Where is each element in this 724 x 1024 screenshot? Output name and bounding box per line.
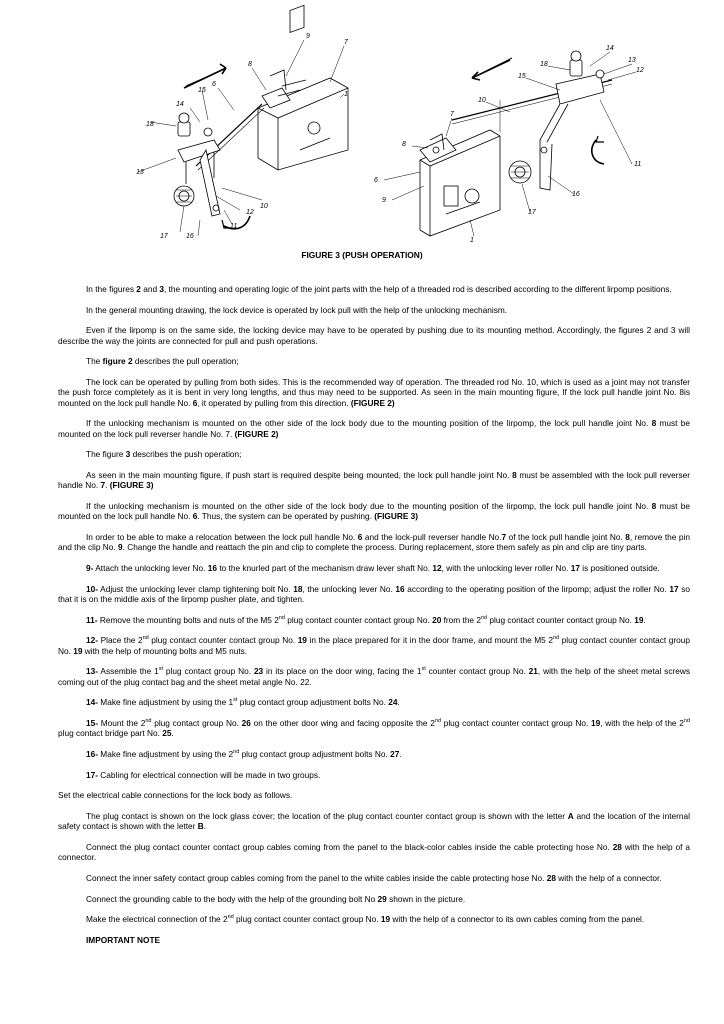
text-run: 17	[570, 562, 580, 573]
text-run: 23	[253, 666, 264, 677]
paragraph-s16	[58, 749, 690, 759]
paragraph-p9	[58, 501, 690, 522]
paragraph-p15	[58, 894, 690, 904]
text-run: 8	[625, 531, 630, 542]
text-run: nd	[233, 749, 240, 756]
text-run: (FIGURE 2)	[350, 397, 395, 408]
text-run: 19	[591, 717, 601, 728]
text-run: and	[140, 284, 160, 294]
paragraph-p10	[58, 532, 690, 553]
svg-text:10: 10	[478, 97, 486, 104]
paragraph-p5	[58, 377, 690, 408]
text-run: st	[421, 666, 426, 673]
text-run: nd	[227, 914, 234, 921]
text-run: must be mounted on the lock pull reverser handle No. 7.	[58, 418, 690, 439]
text-run: As seen in the main mounting figure, if push start is required despite being mounted, the lock pull handle joint No.	[86, 470, 513, 480]
text-run: describes the push operation;	[130, 449, 242, 460]
svg-text:12: 12	[636, 67, 644, 74]
text-run: with the help of a connector to its own cables coming from the panel.	[390, 914, 645, 925]
text-run: 3	[159, 284, 164, 294]
text-run: 13-	[86, 666, 98, 677]
text-run: 8	[512, 470, 517, 480]
svg-text:13: 13	[136, 169, 144, 176]
paragraph-p6	[58, 418, 690, 439]
text-run: 29	[377, 893, 387, 904]
text-run: 16-	[86, 748, 98, 759]
text-run: (FIGURE 2)	[234, 428, 279, 439]
text-run: 12	[432, 562, 442, 573]
paragraph-s13	[58, 666, 690, 687]
text-run: Attach the unlocking lever No.	[93, 562, 208, 573]
text-run: In the general mounting drawing, the lock device is operated by lock pull with the help of the unlocking mechanism.	[86, 304, 508, 315]
text-run: 15-	[86, 717, 98, 728]
text-run: 11-	[86, 614, 98, 625]
text-run: of the lock pull handle joint No.	[506, 531, 626, 542]
svg-text:18: 18	[540, 61, 548, 68]
svg-text:7: 7	[344, 39, 348, 46]
text-run: Make fine adjustment by using the 2	[98, 748, 234, 759]
text-run: must be mounted on the lock pull handle No.	[58, 500, 690, 522]
paragraph-s10	[58, 584, 690, 605]
svg-text:11: 11	[230, 223, 238, 230]
text-run: 17	[669, 583, 679, 594]
text-run: 10-	[86, 583, 98, 594]
paragraph-p2	[58, 305, 690, 315]
paragraph-p16	[58, 914, 690, 924]
text-run: 3	[670, 325, 676, 336]
text-run: shown in the picture.	[386, 893, 466, 904]
text-run: describes the pull operation;	[132, 356, 239, 367]
text-run: 14-	[86, 697, 98, 708]
text-run: .	[203, 821, 207, 832]
text-run: nd	[683, 718, 690, 725]
text-run: so that it is on the middle axis of the lirpomp pusher plate, and tighten.	[58, 583, 690, 604]
text-run: In the figures	[86, 284, 137, 294]
text-run: Connect the plug contact counter contact group cables coming from the panel to the black-color cables inside the cable protecting hose No.	[86, 842, 613, 852]
text-run: is positioned outside.	[579, 562, 660, 573]
text-run: plug contact counter contact group No.	[441, 717, 591, 728]
text-run: and the location of the internal safety contact is shown with the letter	[58, 811, 690, 832]
svg-text:1: 1	[470, 237, 474, 244]
text-run: st	[233, 697, 238, 704]
text-run: st	[158, 666, 164, 673]
text-run: in the place prepared for it in the door frame, and mount the M5 2	[306, 635, 553, 646]
text-run: with the help of a connector.	[58, 842, 690, 863]
text-run: .	[643, 614, 646, 625]
text-run: .	[171, 728, 174, 739]
text-run: 20	[432, 614, 442, 625]
text-run: , with the help of the 2	[600, 717, 684, 728]
text-run: (FIGURE 3)	[374, 511, 419, 522]
left-drawing	[138, 5, 348, 236]
paragraph-s12	[58, 635, 690, 656]
text-run: Set the electrical cable connections for the lock body as follows.	[58, 790, 293, 801]
text-run: nd	[434, 718, 441, 725]
figure-3-drawings	[0, 0, 724, 262]
text-run: B	[197, 821, 204, 832]
text-run: in its place on the door wing, facing the 1	[263, 666, 422, 677]
paragraph-p13	[58, 842, 690, 863]
text-run: plug contact group No.	[163, 666, 254, 677]
svg-text:11: 11	[634, 161, 642, 168]
svg-text:13: 13	[628, 57, 636, 64]
text-run: according to the operating position of the lirpomp; adjust the roller No.	[404, 583, 670, 594]
text-run: from the 2	[441, 614, 481, 625]
text-run: 2	[136, 284, 141, 294]
text-run: 7	[100, 480, 106, 491]
right-drawing	[384, 51, 636, 236]
text-run: .	[399, 748, 402, 759]
text-run: . Change the handle and reattach the pin and clip to complete the process. During replacement, store them safely as pin and clip are tiny parts.	[122, 542, 647, 553]
text-run: plug contact group adjustment bolts No.	[237, 697, 389, 708]
text-run: Connect the grounding cable to the body with the help of the grounding bolt No	[86, 893, 378, 904]
text-run: and	[651, 325, 671, 336]
figure-caption: FIGURE 3 (PUSH OPERATION)	[301, 250, 423, 260]
text-run: 2	[646, 325, 652, 336]
text-run: nd	[145, 718, 152, 725]
text-run: plug contact counter contact group No.	[284, 614, 433, 625]
svg-text:8: 8	[402, 141, 406, 148]
text-run: Remove the mounting bolts and nuts of the M5 2	[97, 614, 279, 625]
text-run: A	[567, 811, 574, 822]
text-run: 8	[651, 500, 657, 511]
text-run: plug contact group No.	[151, 717, 242, 728]
svg-text:15: 15	[198, 87, 206, 94]
paragraph-s9	[58, 563, 690, 573]
text-run: and the lock-pull reverser handle No.	[362, 531, 502, 542]
text-run: 25	[162, 728, 172, 739]
text-run: Make the electrical connection of the 2	[86, 914, 228, 925]
paragraph-p4	[58, 356, 690, 366]
text-run: 28	[546, 872, 556, 883]
text-run: 16	[395, 583, 405, 594]
svg-text:15: 15	[518, 73, 526, 80]
text-run: with the help of a connector.	[555, 872, 662, 883]
text-run: 28	[612, 842, 622, 852]
paragraph-p14	[58, 873, 690, 883]
text-run: 24	[388, 697, 398, 708]
text-run: , with the unlocking lever roller No.	[441, 562, 571, 573]
text-run: 27	[390, 748, 400, 759]
svg-text:9: 9	[382, 197, 386, 204]
svg-text:14: 14	[606, 45, 614, 52]
text-run: , the unlocking lever No.	[302, 583, 396, 594]
text-run: will describe the way the joints are connected for pull and push operations.	[58, 325, 690, 346]
text-run: 9	[117, 542, 123, 553]
paragraph-p7	[58, 449, 690, 459]
svg-text:17: 17	[160, 233, 168, 240]
text-run: plug contact counter contact group No.	[58, 635, 690, 656]
text-run: 3	[125, 449, 131, 460]
text-run: , the mounting and operating logic of the joint parts with the help of a threaded rod is described according to the different lirpomp positions.	[164, 284, 672, 294]
text-run: nd	[142, 635, 149, 642]
text-run: Mount the 2	[98, 717, 146, 728]
text-run: 8	[651, 418, 657, 429]
text-run: If the unlocking mechanism is mounted on the other side of the lock body due to the mounting position of the lirpomp, the lock pull handle joint No.	[86, 500, 652, 511]
text-run: Even if the lirpomp is on the same side, the locking device may have to be operated by pushing due to its mounting method. Accordingly, the figures	[86, 325, 647, 336]
text-run: (FIGURE 3)	[109, 480, 154, 491]
text-run: 21	[528, 666, 538, 677]
text-run: 16	[207, 562, 218, 573]
paragraph-p12	[58, 811, 690, 832]
svg-text:9: 9	[306, 33, 310, 40]
svg-text:18: 18	[146, 121, 154, 128]
paragraph-p3	[58, 325, 690, 346]
text-run: The	[86, 356, 103, 367]
svg-text:17: 17	[528, 209, 536, 216]
svg-text:6: 6	[374, 177, 378, 184]
text-run: must be assembled with the lock pull reverser handle No.	[58, 470, 690, 491]
text-run: , it operated by pulling from this direction.	[197, 397, 351, 408]
text-run: to the knurled part of the mechanism draw lever shaft No.	[217, 562, 433, 573]
text-run: 19	[634, 614, 644, 625]
text-run: 26	[241, 717, 251, 728]
text-run: If the unlocking mechanism is mounted on the other side of the lock body due to the mounting position of the lirpomp, the lock pull handle joint No.	[86, 418, 652, 429]
svg-text:16: 16	[186, 233, 194, 240]
text-run: 17-	[86, 769, 98, 780]
paragraph-p8	[58, 470, 690, 491]
svg-text:1: 1	[344, 91, 348, 98]
text-run: Connect the inner safety contact group cables coming from the panel to the white cables inside the cable protecting hose No.	[86, 872, 547, 883]
text-run: 12-	[86, 635, 98, 646]
text-run: on the other door wing and facing opposite the 2	[250, 717, 435, 728]
paragraph-s11	[58, 615, 690, 625]
paragraph-s14	[58, 697, 690, 707]
text-run: is mounted on the lock pull handle No.	[58, 387, 690, 408]
text-run: 19	[380, 914, 391, 925]
text-run: 6	[357, 531, 363, 542]
text-run: nd	[278, 614, 285, 621]
paragraph-p1	[58, 284, 690, 294]
document-body	[58, 284, 690, 945]
svg-text:6: 6	[212, 81, 216, 88]
text-run: 9-	[86, 562, 94, 573]
text-run: 6	[192, 397, 198, 408]
text-run: plug contact counter contact group No.	[487, 614, 635, 625]
text-run: The lock can be operated by pulling from both sides. This is the recommended way of operation. The threaded rod No. 10, which is used as a joint may not transfer the push force completely as it is bent in very long lengths, and thus may need to be supported. As seen in the main mounting figure, If the lock pull handle joint No. 8	[58, 377, 690, 398]
text-run: The figure	[86, 449, 126, 460]
text-run: .	[105, 480, 110, 491]
text-run: .	[397, 697, 400, 708]
svg-text:8: 8	[248, 61, 252, 68]
text-run: nd	[480, 614, 488, 621]
text-run: Place the 2	[98, 635, 143, 646]
text-run: plug contact counter contact group No.	[233, 914, 381, 925]
text-run: Assemble the 1	[98, 666, 159, 677]
paragraph-p11	[58, 790, 690, 800]
text-run: nd	[552, 635, 560, 642]
text-run: Make fine adjustment by using the 1	[98, 697, 234, 708]
text-run: , with the help of the sheet metal screws coming out of the plug contact bag and the sheet metal angle No. 22.	[58, 666, 690, 687]
text-run: plug contact counter contact group No.	[148, 635, 298, 646]
text-run: The plug contact is shown on the lock glass cover; the location of the plug contact counter contact group is shown with the letter	[86, 811, 568, 822]
text-run: 19	[297, 635, 307, 646]
paragraph-s17	[58, 770, 690, 780]
text-run: 6	[192, 511, 198, 522]
svg-text:10: 10	[260, 203, 268, 210]
text-run: Cabling for electrical connection will be made in two groups.	[98, 769, 321, 780]
svg-text:12: 12	[246, 209, 254, 216]
paragraph-s15	[58, 718, 690, 739]
text-run: In order to be able to make a relocation between the lock pull handle No.	[86, 531, 358, 542]
important-note-heading: IMPORTANT NOTE	[86, 935, 161, 946]
text-run: Adjust the unlocking lever clamp tightening bolt No.	[98, 583, 294, 594]
svg-text:16: 16	[572, 191, 580, 198]
text-run: figure 2	[102, 356, 133, 367]
text-run: , remove the pin and the clip No.	[58, 531, 690, 553]
text-run: counter contact group No.	[425, 666, 529, 677]
text-run: 18	[293, 583, 303, 594]
text-run: with the help of mounting bolts and M5 nuts.	[82, 645, 248, 656]
text-run: plug contact group adjustment bolts No.	[239, 748, 391, 759]
text-run: . Thus, the system can be operated by pushing.	[197, 511, 375, 522]
text-run: 19	[73, 645, 83, 656]
text-run: 7	[501, 531, 507, 542]
text-run: plug contact bridge part No.	[58, 728, 163, 739]
svg-text:7: 7	[450, 111, 454, 118]
svg-text:14: 14	[176, 101, 184, 108]
